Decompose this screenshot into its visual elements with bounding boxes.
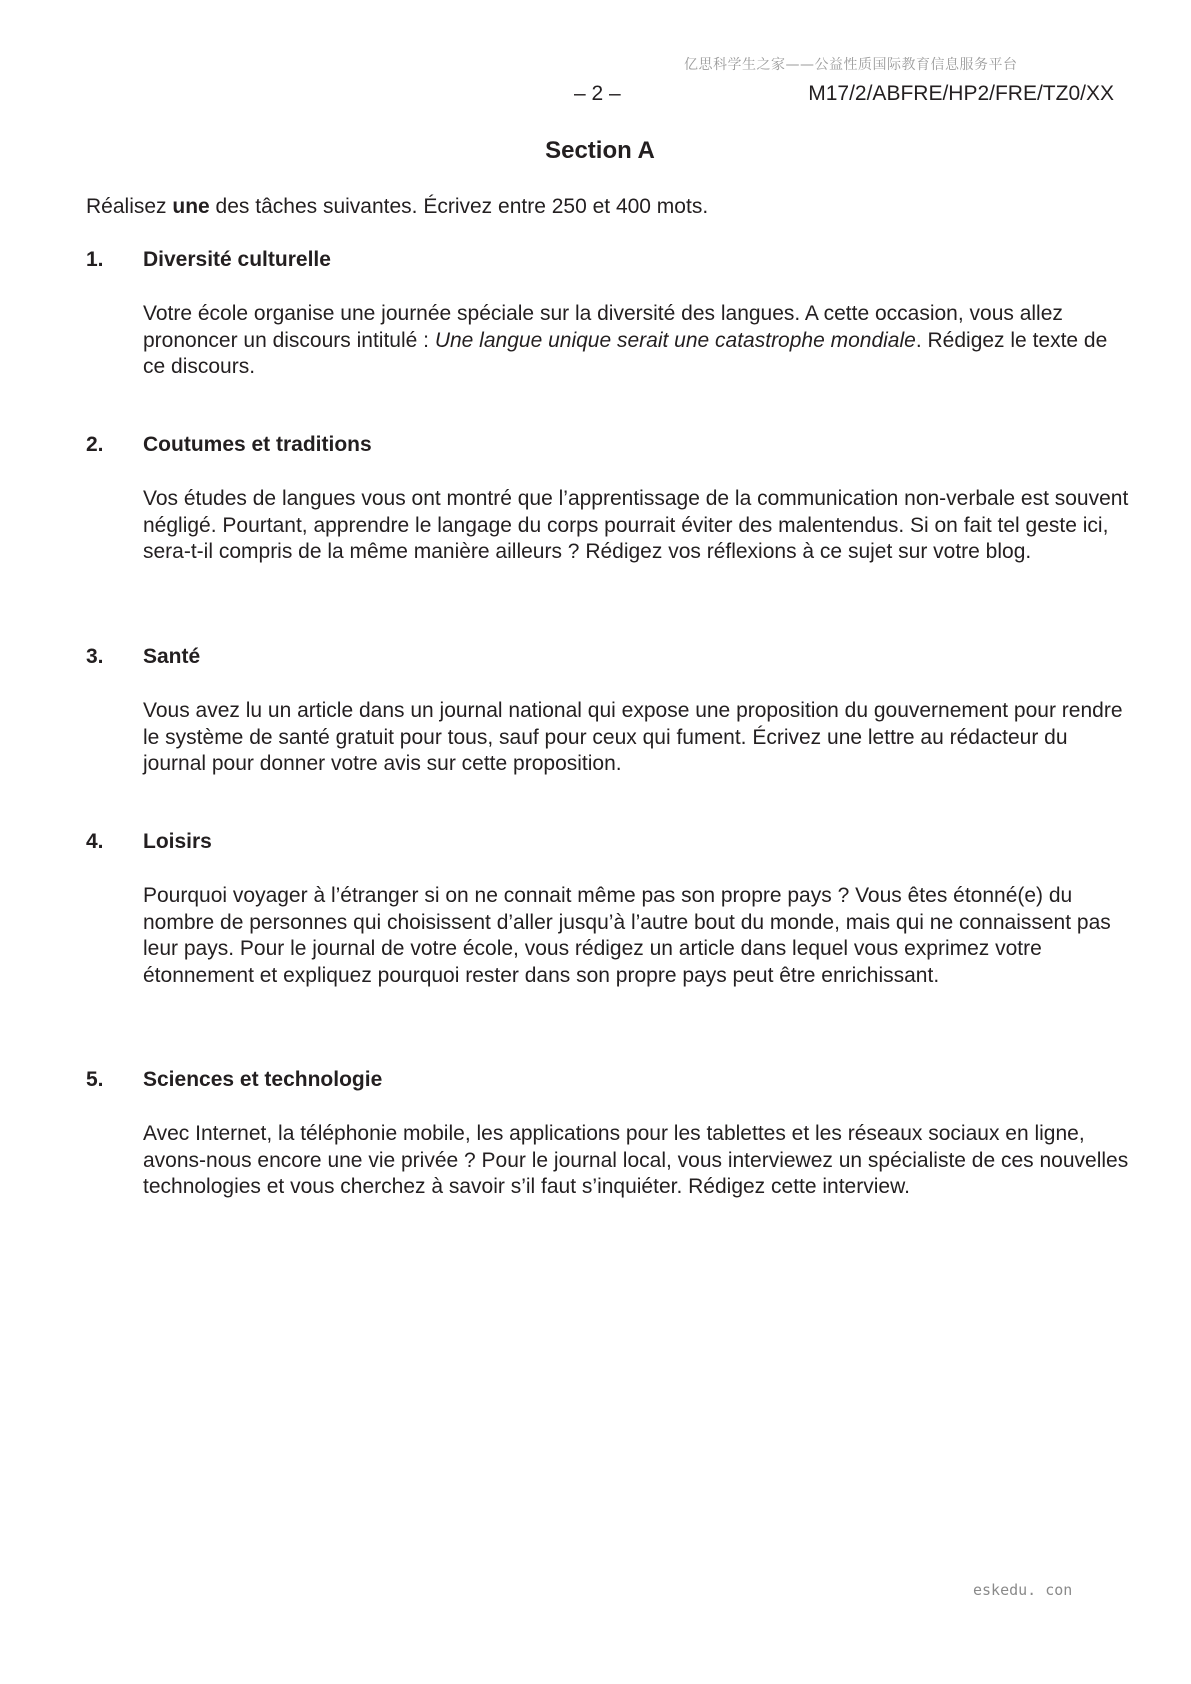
task-body-text-end: . Rédigez le texte de ce discours.	[143, 328, 1108, 378]
section-title: Section A	[545, 137, 655, 164]
footer-watermark: eskedu. con	[973, 1581, 1073, 1599]
instructions-suffix: des tâches suivantes. Écrivez entre 250 et 400 mots.	[209, 195, 709, 218]
task-title: Coutumes et traditions	[143, 433, 372, 456]
page-number: – 2 –	[574, 82, 621, 105]
speech-title: Une langue unique serait une catastrophe mondiale	[434, 328, 916, 352]
task-number: 1.	[86, 248, 104, 271]
task-body: Pourquoi voyager à l’étranger si on ne connait même pas son propre pays ? Vous êtes étonné(e) du nombre de personnes qui choisissent d’aller jusqu’à l’autre bout du monde, mais qui ne connaissent pas leur pays. Pour le journal de votre école, vous rédigez un article dans lequel vous exprimez votre étonnement et expliquez pourquoi rester dans son propre pays peut être enrichissant.	[143, 884, 1111, 987]
header-watermark: 亿思科学生之家——公益性质国际教育信息服务平台	[684, 57, 1018, 73]
instructions	[86, 195, 708, 219]
task-title: Loisirs	[143, 830, 212, 853]
task-title: Diversité culturelle	[143, 248, 331, 271]
task-body: Vous avez lu un article dans un journal national qui expose une proposition du gouvernement pour rendre le système de santé gratuit pour tous, sauf pour ceux qui fument. Écrivez une lettre au rédacteur du journal pour donner votre avis sur cette proposition.	[143, 699, 1123, 775]
task-number: 2.	[86, 433, 104, 456]
task-body: Vos études de langues vous ont montré que l’apprentissage de la communication non-verbale est souvent négligé. Pourtant, apprendre le langage du corps pourrait éviter des malentendus. Si on fait tel geste ici, sera-t-il compris de la même manière ailleurs ? Rédigez vos réflexions à ce sujet sur votre blog.	[143, 487, 1129, 563]
task-title: Santé	[143, 645, 201, 668]
task-title: Sciences et technologie	[143, 1068, 383, 1091]
document-code: M17/2/ABFRE/HP2/FRE/TZ0/XX	[808, 82, 1114, 105]
task-body: Avec Internet, la téléphonie mobile, les applications pour les tablettes et les réseaux sociaux en ligne, avons-nous encore une vie privée ? Pour le journal local, vous interviewez un spécialiste de ces nouvelles technologies et vous cherchez à savoir s’il faut s’inquiéter. Rédigez cette interview.	[143, 1122, 1129, 1198]
task-number: 3.	[86, 645, 104, 668]
task-number: 5.	[86, 1068, 104, 1091]
task-body-text: Votre école organise une journée spéciale sur la diversité des langues. A cette occasion, vous allez prononcer un discours intitulé :	[143, 302, 1063, 352]
task-number: 4.	[86, 830, 104, 853]
instructions-prefix: Réalisez	[86, 195, 173, 218]
instructions-emphasis: une	[172, 195, 210, 218]
task-body	[143, 301, 1133, 381]
